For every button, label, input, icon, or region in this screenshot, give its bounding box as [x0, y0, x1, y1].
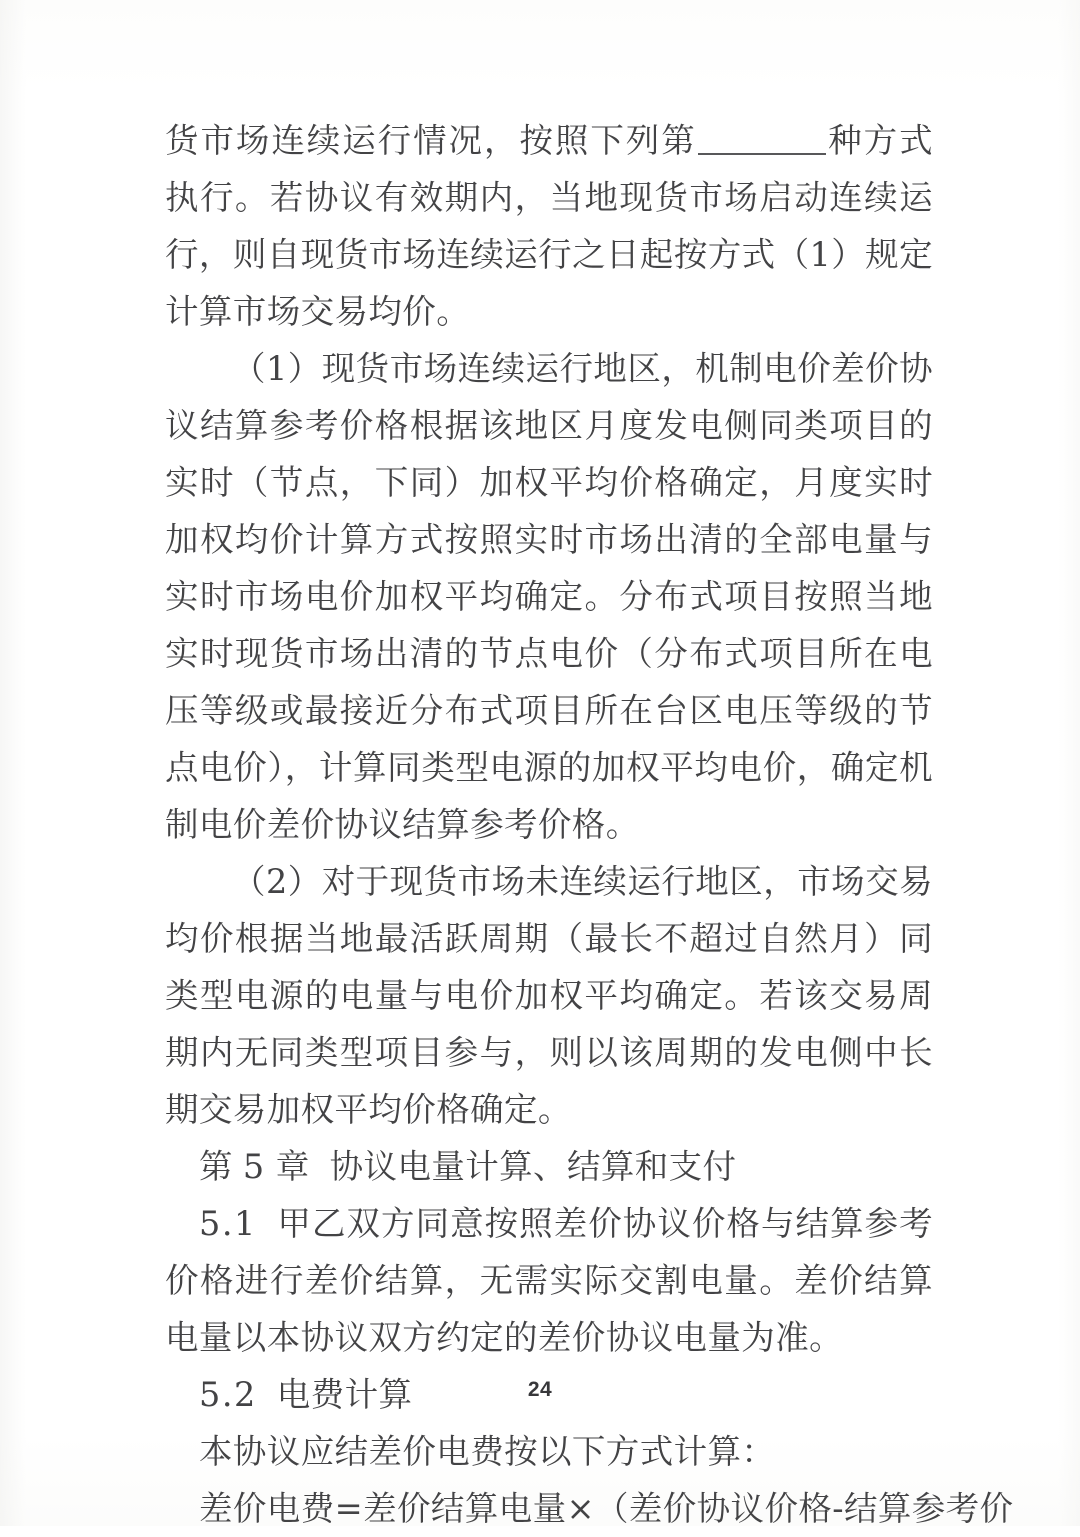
chapter-heading	[165, 1138, 933, 1195]
section-5-1-number: 5.1	[199, 1204, 257, 1243]
section-5-1-text: 甲乙双方同意按照差价协议价格与结算参考价格进行差价结算，无需实际交割电量。差价结算电量以本协议双方约定的差价协议电量为准。	[165, 1204, 933, 1357]
section-5-2-number: 5.2	[199, 1375, 257, 1414]
chapter-heading-title: 协议电量计算、结算和支付	[329, 1147, 737, 1186]
list-item-2: （2）对于现货市场未连续运行地区，市场交易均价根据当地最活跃周期（最长不超过自然月）同类型电源的电量与电价加权平均确定。若该交易周期内无同类型项目参与，则以该周期的发电侧中长期交易加权平均价格确定。	[165, 862, 933, 1129]
section-5-2-lead-in: 本协议应结差价电费按以下方式计算：	[199, 1432, 776, 1471]
page-number: 24	[527, 1378, 553, 1401]
list-item-1: （1）现货市场连续运行地区，机制电价差价协议结算参考价格根据该地区月度发电侧同类项目的实时（节点，下同）加权平均价格确定，月度实时加权均价计算方式按照实时市场出清的全部电量与实时市场电价加权平均确定。分布式项目按照当地实时现货市场出清的节点电价（分布式项目所在电压等级或最接近分布式项目所在台区电压等级的节点电价），计算同类型电源的加权平均电价，确定机制电价差价协议结算参考价格。	[165, 349, 933, 844]
fill-in-blank-line[interactable]	[698, 153, 826, 155]
difference-price-formula: 差价电费=差价结算电量×（差价协议价格-结算参考价	[199, 1489, 1014, 1528]
section-5-2-title: 电费计算	[276, 1375, 413, 1414]
chapter-heading-suffix: 章	[275, 1147, 310, 1186]
paragraph-continued-before-blank: 货市场连续运行情况，按照下列第	[165, 121, 697, 160]
chapter-heading-prefix: 第	[199, 1147, 233, 1186]
paragraph-continued-after-blank: 种方式执行。若协议有效期内，当地现货市场启动连续运行，则自现货市场连续运行之日起按方式（1）规定计算市场交易均价。	[165, 121, 934, 331]
paragraph-continued	[165, 112, 933, 340]
section-5-1	[165, 1195, 933, 1366]
page-text-body	[165, 112, 1014, 1537]
chapter-heading-number: 5	[242, 1147, 266, 1186]
